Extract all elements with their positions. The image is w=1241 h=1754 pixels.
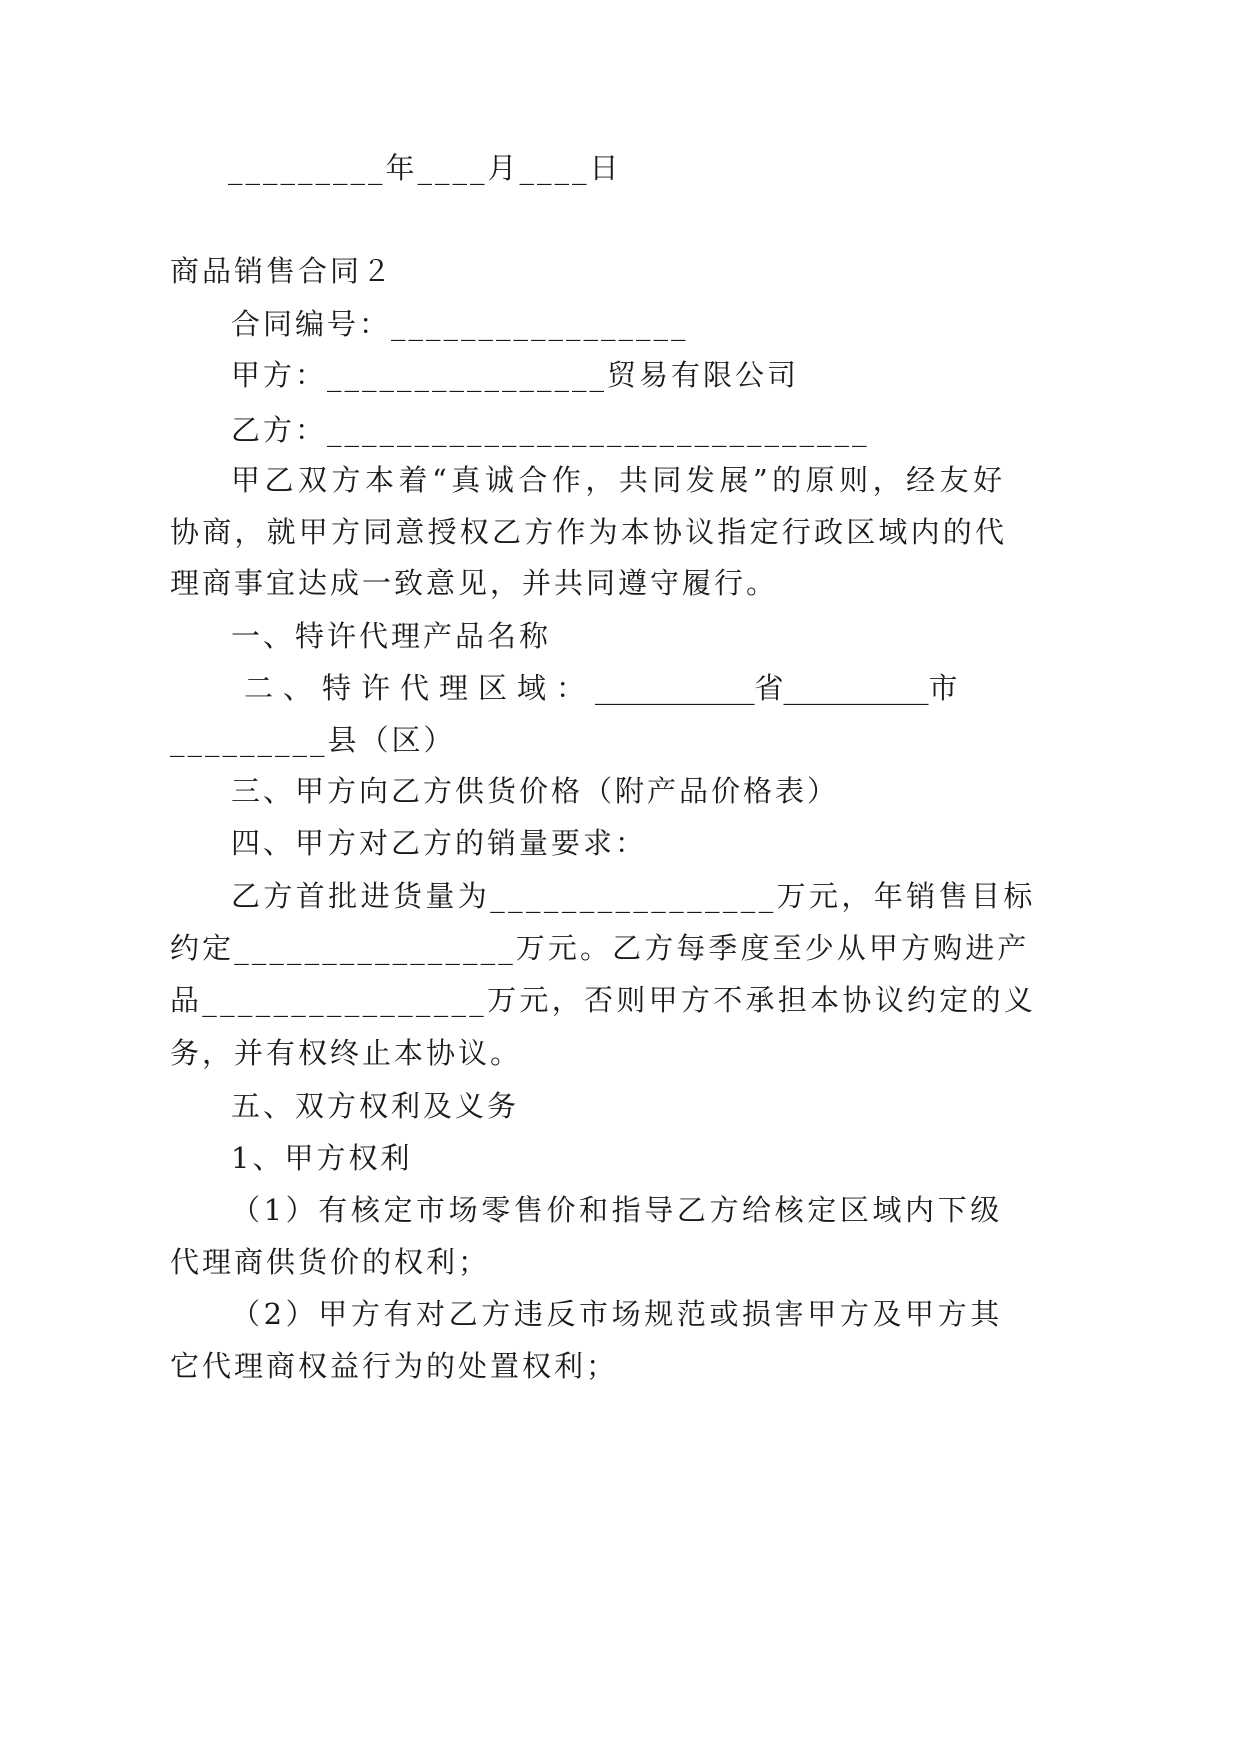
party-b-line: 乙方：_______________________________ xyxy=(231,413,870,447)
sales-line-2: 约定________________万元。乙方每季度至少从甲方购进产 xyxy=(170,931,1030,965)
clause-2-line-2: _________县（区） xyxy=(170,723,456,757)
right-1-line-2: 代理商供货价的权利； xyxy=(170,1245,491,1279)
intro-text-1: 甲乙双方本着“真诚合作，共同发展”的原则，经友好 xyxy=(231,463,1007,497)
clause-2-label: 二、特许代理区域： xyxy=(244,671,596,705)
intro-line-2: 协商，就甲方同意授权乙方作为本协议指定行政区域内的代 xyxy=(170,515,1008,549)
sales-line-3: 品________________万元，否则甲方不承担本协议约定的义 xyxy=(170,983,1037,1017)
province-blank: ___________省 xyxy=(595,671,784,705)
intro-line-1 xyxy=(231,460,1007,500)
sales-line-1: 乙方首批进货量为________________万元，年销售目标 xyxy=(231,879,1036,913)
clause-3-heading: 三、甲方向乙方供货价格（附产品价格表） xyxy=(231,774,840,808)
intro-line-3: 理商事宜达成一致意见，并共同遵守履行。 xyxy=(170,566,779,600)
right-2-line-1: （2）甲方有对乙方违反市场规范或损害甲方及甲方其 xyxy=(231,1297,1003,1331)
clause-4-heading: 四、甲方对乙方的销量要求： xyxy=(231,826,648,860)
date-line: _________年____月____日 xyxy=(228,151,622,185)
right-2-line-2: 它代理商权益行为的处置权利； xyxy=(170,1349,619,1383)
contract-title: 商品销售合同２ xyxy=(170,254,395,288)
clause-1-heading: 一、特许代理产品名称 xyxy=(231,619,552,653)
right-1-line-1: （1）有核定市场零售价和指导乙方给核定区域内下级 xyxy=(231,1193,1003,1227)
sales-line-4: 务，并有权终止本协议。 xyxy=(170,1036,523,1070)
party-a-rights-heading: 1、甲方权利 xyxy=(231,1141,413,1175)
party-a-line: 甲方：________________贸易有限公司 xyxy=(231,358,800,392)
clause-5-heading: 五、双方权利及义务 xyxy=(231,1089,520,1123)
contract-number-line: 合同编号：_________________ xyxy=(231,307,689,341)
city-blank: __________市 xyxy=(783,671,958,705)
clause-2-line-1 xyxy=(244,668,958,708)
